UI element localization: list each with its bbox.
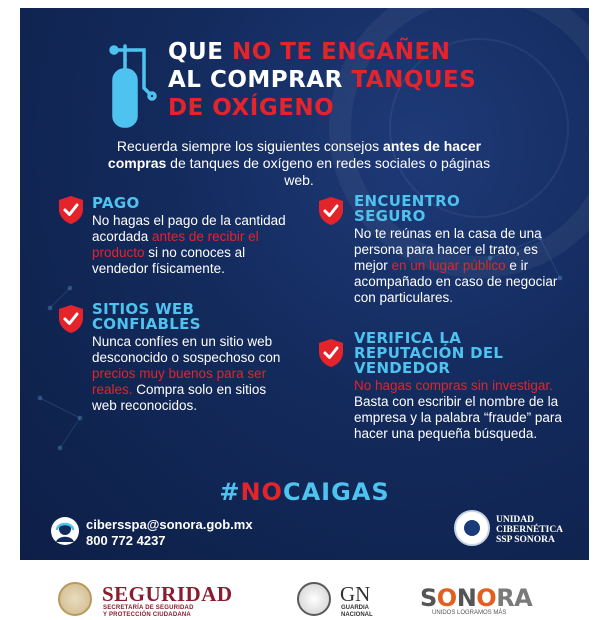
poster [20,8,589,560]
tip-body [354,226,564,306]
sonora-logo-subtitle: UNIDOS LOGRAMOS MÁS [432,610,507,616]
intro-part: Recuerda siempre los siguientes consejos [116,138,384,154]
headline-line-1 [168,38,548,66]
tip-title: VERIFICA LA REPUTACIÓN DEL VENDEDOR [354,329,504,377]
tip-title: SITIOS WEB CONFIABLES [92,300,201,333]
tip-body [92,334,292,414]
tip-body [354,378,564,442]
tip-body-text: si no conoces al vendedor físicamente. [92,245,246,276]
intro-part: de tanques de oxígeno en redes sociales o páginas web. [166,155,491,188]
shield-check-icon [58,195,84,225]
tip-body-text: e ir acompañado en caso de negociar con particulares. [354,258,558,305]
mexico-seal-icon [58,582,92,616]
hashtag-nocaigas [20,478,589,506]
tip-title: ENCUENTRO SEGURO [354,192,461,225]
hashtag-rest: CAIGAS [282,478,390,506]
headline-text: AL COMPRAR [168,67,352,93]
headline-line-3 [168,94,548,122]
tip-highlight: precios muy buenos para ser reales. [92,366,267,397]
seguridad-sub-line: Y PROTECCIÓN CIUDADANA [103,612,191,618]
intro-text [94,138,504,189]
seguridad-sub-line: SECRETARÍA DE SEGURIDAD [103,605,194,611]
shield-check-icon [318,338,344,368]
unit-line: UNIDAD [496,515,534,525]
contact-text [86,517,253,549]
sonora-logo [420,584,532,612]
contact-email[interactable]: cibersspa@sonora.gob.mx [86,517,253,532]
unit-seal-icon [454,510,490,546]
sonora-letter: N [456,584,477,612]
tip-body-text: Basta con escribir el nombre de la empresa y la palabra “fraude” para hacer una pequeña búsqueda. [354,394,562,441]
gn-sub-line: GUARDIA [341,605,369,611]
headline-highlight: TANQUES [351,67,477,93]
tip-body-text: Compra solo en sitios web reconocidos. [92,382,267,413]
tip-highlight: No hagas compras sin investigar. [354,378,553,393]
intro-bold: antes de hacer compras [107,138,482,171]
contact-phone[interactable]: 800 772 4237 [86,533,166,548]
tip-highlight: antes de recibir el producto [92,229,259,260]
unit-line: SSP SONORA [496,535,555,545]
headline [168,38,548,122]
tip-pago [92,196,292,277]
headline-highlight: NO TE ENGAÑEN [231,39,451,65]
headline-text: QUE [168,39,232,65]
oxygen-tank-icon [108,38,158,130]
tip-encuentro-seguro [354,194,564,306]
tip-body-text: Nunca confíes en un sitio web desconocido o sospechoso con [92,334,281,365]
sonora-letter: S [420,584,437,612]
tip-verifica-reputacion [354,331,564,442]
gn-sub-line: NACIONAL [341,612,373,618]
tip-body-text: No hagas el pago de la cantidad acordada [92,213,286,244]
unit-text [496,515,563,545]
headset-contact-icon [50,516,80,546]
shield-check-icon [58,304,84,334]
tip-body [92,213,292,277]
footer-logos [0,560,609,620]
sonora-letter: RA [496,584,533,612]
shield-check-icon [318,196,344,226]
tip-title: PAGO [92,194,140,212]
sonora-letter: O [476,584,497,612]
tip-highlight: en un lugar público [391,258,506,273]
seguridad-logo-title: SEGURIDAD [102,582,233,606]
sonora-letter: O [436,584,457,612]
guardia-nacional-seal-icon [297,582,331,616]
unit-line: CIBERNÉTICA [496,525,564,535]
gn-logo-subtitle [341,605,373,619]
headline-line-2 [168,66,548,94]
tip-body-text: No te reúnas en la casa de una persona para hacer el trato, es mejor [354,226,542,273]
seguridad-logo-subtitle [103,605,194,619]
tip-sitios-web [92,302,292,414]
hashtag-no: NO [240,478,283,506]
hashtag-prefix: # [219,478,241,506]
gn-logo-title: GN [340,582,371,606]
headline-highlight: DE OXÍGENO [168,95,335,121]
